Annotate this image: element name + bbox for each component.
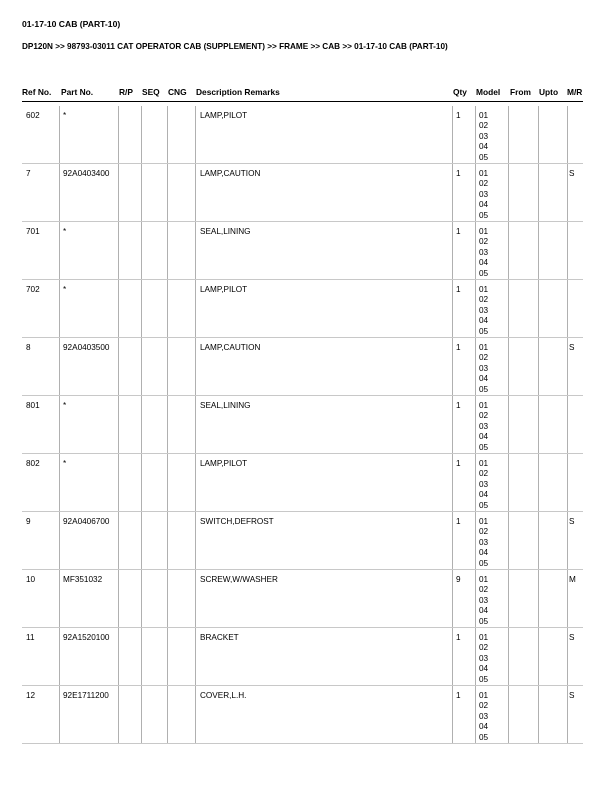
qty-cell: 1 — [456, 459, 461, 468]
column-divider — [567, 106, 568, 163]
description-cell: LAMP,PILOT — [200, 459, 248, 468]
qty-cell: 1 — [456, 285, 461, 294]
column-divider — [475, 106, 476, 163]
column-divider — [452, 338, 453, 395]
col-mr: M/R — [567, 87, 583, 97]
model-code: 03 — [479, 131, 489, 141]
column-divider — [567, 454, 568, 511]
column-divider — [195, 222, 196, 279]
model-code: 05 — [479, 152, 489, 162]
col-ref-no: Ref No. — [22, 87, 52, 97]
model-code: 01 — [479, 691, 489, 700]
column-divider — [475, 338, 476, 395]
part-no-cell: 92E1711200 — [63, 691, 109, 700]
ref-no-cell: 702 — [26, 285, 40, 294]
ref-no-cell: 12 — [26, 691, 36, 700]
model-code: 01 — [479, 111, 489, 120]
page-title: 01-17-10 CAB (PART-10) — [22, 19, 121, 29]
column-divider — [141, 338, 142, 395]
ref-no-cell: 8 — [26, 343, 31, 352]
column-divider — [167, 628, 168, 685]
column-divider — [567, 164, 568, 221]
model-code: 01 — [479, 227, 489, 236]
model-code: 05 — [479, 732, 489, 742]
column-divider — [167, 512, 168, 569]
description-cell: BRACKET — [200, 633, 239, 642]
column-divider — [59, 570, 60, 627]
model-code: 02 — [479, 643, 489, 653]
model-code: 04 — [479, 490, 489, 500]
model-code: 04 — [479, 548, 489, 558]
description-cell: LAMP,PILOT — [200, 111, 248, 120]
model-code: 02 — [479, 469, 489, 479]
model-code: 01 — [479, 633, 489, 642]
qty-cell: 1 — [456, 343, 461, 352]
qty-cell: 1 — [456, 111, 461, 120]
description-cell: SCREW,W/WASHER — [200, 575, 278, 584]
column-divider — [538, 396, 539, 453]
column-divider — [508, 454, 509, 511]
part-no-cell: * — [63, 401, 67, 410]
col-cng: CNG — [168, 87, 187, 97]
part-no-cell: 92A0406700 — [63, 517, 110, 526]
column-divider — [508, 512, 509, 569]
column-divider — [567, 628, 568, 685]
column-divider — [508, 164, 509, 221]
qty-cell: 1 — [456, 401, 461, 410]
col-from: From — [510, 87, 531, 97]
column-divider — [475, 164, 476, 221]
column-divider — [167, 222, 168, 279]
column-divider — [508, 338, 509, 395]
table-row — [22, 512, 583, 570]
column-divider — [195, 164, 196, 221]
model-code: 05 — [479, 384, 489, 394]
column-divider — [538, 222, 539, 279]
model-code: 02 — [479, 237, 489, 247]
model-code: 05 — [479, 558, 489, 568]
model-cell — [479, 401, 488, 453]
column-divider — [167, 454, 168, 511]
mr-cell: S — [569, 633, 575, 642]
model-cell — [479, 111, 488, 163]
ref-no-cell: 701 — [26, 227, 40, 236]
column-divider — [475, 570, 476, 627]
mr-cell: S — [569, 691, 575, 700]
column-divider — [118, 222, 119, 279]
column-divider — [475, 512, 476, 569]
column-divider — [141, 396, 142, 453]
column-divider — [167, 570, 168, 627]
column-divider — [538, 686, 539, 743]
column-divider — [475, 396, 476, 453]
model-code: 02 — [479, 701, 489, 711]
model-code: 05 — [479, 500, 489, 510]
model-cell — [479, 343, 488, 395]
column-divider — [59, 222, 60, 279]
model-code: 04 — [479, 432, 489, 442]
table-row — [22, 338, 583, 396]
column-divider — [141, 280, 142, 337]
column-divider — [167, 164, 168, 221]
model-code: 03 — [479, 711, 489, 721]
column-divider — [567, 338, 568, 395]
model-code: 02 — [479, 295, 489, 305]
model-code: 03 — [479, 189, 489, 199]
model-cell — [479, 227, 488, 279]
column-divider — [59, 164, 60, 221]
column-divider — [59, 686, 60, 743]
column-divider — [59, 338, 60, 395]
column-divider — [567, 686, 568, 743]
model-code: 01 — [479, 285, 489, 294]
model-code: 01 — [479, 343, 489, 352]
column-divider — [452, 164, 453, 221]
model-code: 03 — [479, 653, 489, 663]
part-no-cell: 92A0403500 — [63, 343, 110, 352]
col-qty: Qty — [453, 87, 467, 97]
qty-cell: 1 — [456, 517, 461, 526]
column-divider — [538, 106, 539, 163]
description-cell: LAMP,PILOT — [200, 285, 248, 294]
column-divider — [167, 338, 168, 395]
column-divider — [167, 686, 168, 743]
column-divider — [195, 686, 196, 743]
column-divider — [567, 396, 568, 453]
model-code: 03 — [479, 595, 489, 605]
model-code: 05 — [479, 268, 489, 278]
ref-no-cell: 802 — [26, 459, 40, 468]
column-divider — [118, 164, 119, 221]
model-code: 01 — [479, 401, 489, 410]
part-no-cell: * — [63, 111, 67, 120]
model-code: 01 — [479, 169, 489, 178]
model-code: 05 — [479, 674, 489, 684]
ref-no-cell: 10 — [26, 575, 36, 584]
model-code: 05 — [479, 616, 489, 626]
ref-no-cell: 9 — [26, 517, 31, 526]
col-upto: Upto — [539, 87, 559, 97]
table-row — [22, 454, 583, 512]
model-code: 02 — [479, 353, 489, 363]
column-divider — [538, 570, 539, 627]
model-code: 04 — [479, 722, 489, 732]
column-divider — [59, 628, 60, 685]
model-code: 03 — [479, 247, 489, 257]
ref-no-cell: 801 — [26, 401, 40, 410]
column-divider — [538, 338, 539, 395]
model-cell — [479, 633, 488, 685]
qty-cell: 1 — [456, 169, 461, 178]
model-code: 02 — [479, 585, 489, 595]
column-divider — [195, 106, 196, 163]
column-divider — [195, 570, 196, 627]
column-divider — [118, 338, 119, 395]
model-code: 02 — [479, 121, 489, 131]
column-divider — [118, 686, 119, 743]
column-divider — [118, 396, 119, 453]
column-divider — [475, 280, 476, 337]
model-code: 04 — [479, 374, 489, 384]
column-divider — [475, 222, 476, 279]
table-row — [22, 686, 583, 744]
column-divider — [195, 280, 196, 337]
column-divider — [195, 454, 196, 511]
col-seq: SEQ — [142, 87, 160, 97]
model-code: 03 — [479, 537, 489, 547]
column-divider — [118, 106, 119, 163]
qty-cell: 1 — [456, 691, 461, 700]
model-code: 02 — [479, 179, 489, 189]
column-divider — [195, 338, 196, 395]
column-divider — [475, 686, 476, 743]
model-code: 03 — [479, 305, 489, 315]
part-no-cell: * — [63, 459, 67, 468]
column-divider — [452, 106, 453, 163]
table-row — [22, 396, 583, 454]
column-divider — [475, 628, 476, 685]
model-code: 04 — [479, 316, 489, 326]
column-divider — [59, 106, 60, 163]
qty-cell: 1 — [456, 227, 461, 236]
table-row — [22, 628, 583, 686]
column-divider — [538, 628, 539, 685]
model-code: 01 — [479, 517, 489, 526]
column-divider — [538, 454, 539, 511]
col-description: Description Remarks — [196, 87, 280, 97]
column-divider — [452, 222, 453, 279]
model-cell — [479, 691, 488, 743]
model-code: 05 — [479, 326, 489, 336]
column-divider — [141, 570, 142, 627]
model-code: 04 — [479, 664, 489, 674]
column-divider — [538, 512, 539, 569]
column-divider — [452, 628, 453, 685]
model-code: 05 — [479, 210, 489, 220]
ref-no-cell: 11 — [26, 633, 35, 642]
part-no-cell: 92A0403400 — [63, 169, 110, 178]
model-code: 04 — [479, 142, 489, 152]
qty-cell: 9 — [456, 575, 461, 584]
description-cell: SWITCH,DEFROST — [200, 517, 274, 526]
description-cell: COVER,L.H. — [200, 691, 247, 700]
model-code: 03 — [479, 479, 489, 489]
ref-no-cell: 7 — [26, 169, 31, 178]
part-no-cell: 92A1520100 — [63, 633, 110, 642]
mr-cell: S — [569, 169, 575, 178]
qty-cell: 1 — [456, 633, 461, 642]
column-divider — [118, 454, 119, 511]
column-divider — [141, 106, 142, 163]
mr-cell: S — [569, 343, 575, 352]
model-cell — [479, 169, 488, 221]
column-divider — [118, 628, 119, 685]
column-divider — [508, 222, 509, 279]
description-cell: SEAL,LINING — [200, 227, 251, 236]
model-code: 04 — [479, 606, 489, 616]
column-divider — [118, 512, 119, 569]
column-divider — [508, 628, 509, 685]
model-cell — [479, 459, 488, 511]
column-divider — [452, 512, 453, 569]
column-divider — [167, 106, 168, 163]
column-divider — [167, 280, 168, 337]
column-divider — [118, 570, 119, 627]
column-divider — [452, 686, 453, 743]
column-divider — [567, 280, 568, 337]
column-divider — [452, 570, 453, 627]
ref-no-cell: 602 — [26, 111, 40, 120]
model-code: 03 — [479, 363, 489, 373]
parts-table — [22, 106, 583, 744]
column-divider — [567, 570, 568, 627]
column-divider — [567, 222, 568, 279]
column-divider — [167, 396, 168, 453]
part-no-cell: * — [63, 227, 67, 236]
column-divider — [508, 106, 509, 163]
mr-cell: M — [569, 575, 576, 584]
column-divider — [141, 512, 142, 569]
model-code: 03 — [479, 421, 489, 431]
model-cell — [479, 285, 488, 337]
description-cell: LAMP,CAUTION — [200, 169, 261, 178]
model-code: 05 — [479, 442, 489, 452]
model-cell — [479, 575, 488, 627]
model-code: 04 — [479, 200, 489, 210]
part-no-cell: MF351032 — [63, 575, 103, 584]
column-divider — [141, 628, 142, 685]
column-divider — [195, 628, 196, 685]
table-row — [22, 222, 583, 280]
column-divider — [538, 280, 539, 337]
column-divider — [508, 280, 509, 337]
part-no-cell: * — [63, 285, 67, 294]
column-divider — [475, 454, 476, 511]
column-divider — [141, 454, 142, 511]
header-divider — [22, 101, 583, 102]
column-divider — [118, 280, 119, 337]
model-code: 01 — [479, 575, 489, 584]
table-row — [22, 164, 583, 222]
column-divider — [452, 396, 453, 453]
column-divider — [508, 570, 509, 627]
model-code: 01 — [479, 459, 489, 468]
column-divider — [452, 454, 453, 511]
column-divider — [141, 164, 142, 221]
table-row — [22, 280, 583, 338]
column-divider — [538, 164, 539, 221]
column-divider — [59, 396, 60, 453]
column-divider — [59, 512, 60, 569]
description-cell: SEAL,LINING — [200, 401, 251, 410]
column-divider — [508, 686, 509, 743]
model-code: 02 — [479, 527, 489, 537]
model-cell — [479, 517, 488, 569]
col-model: Model — [476, 87, 501, 97]
model-code: 02 — [479, 411, 489, 421]
column-divider — [508, 396, 509, 453]
column-divider — [141, 222, 142, 279]
col-rp: R/P — [119, 87, 133, 97]
column-divider — [452, 280, 453, 337]
breadcrumb: DP120N >> 98793-03011 CAT OPERATOR CAB (SUPPLEMENT) >> FRAME >> CAB >> 01-17-10 CAB (PART-10) — [22, 42, 448, 51]
table-row — [22, 570, 583, 628]
table-row — [22, 106, 583, 164]
column-divider — [141, 686, 142, 743]
mr-cell: S — [569, 517, 575, 526]
column-divider — [195, 396, 196, 453]
description-cell: LAMP,CAUTION — [200, 343, 261, 352]
column-divider — [195, 512, 196, 569]
column-divider — [567, 512, 568, 569]
model-code: 04 — [479, 258, 489, 268]
column-divider — [59, 454, 60, 511]
col-part-no: Part No. — [61, 87, 94, 97]
column-divider — [59, 280, 60, 337]
